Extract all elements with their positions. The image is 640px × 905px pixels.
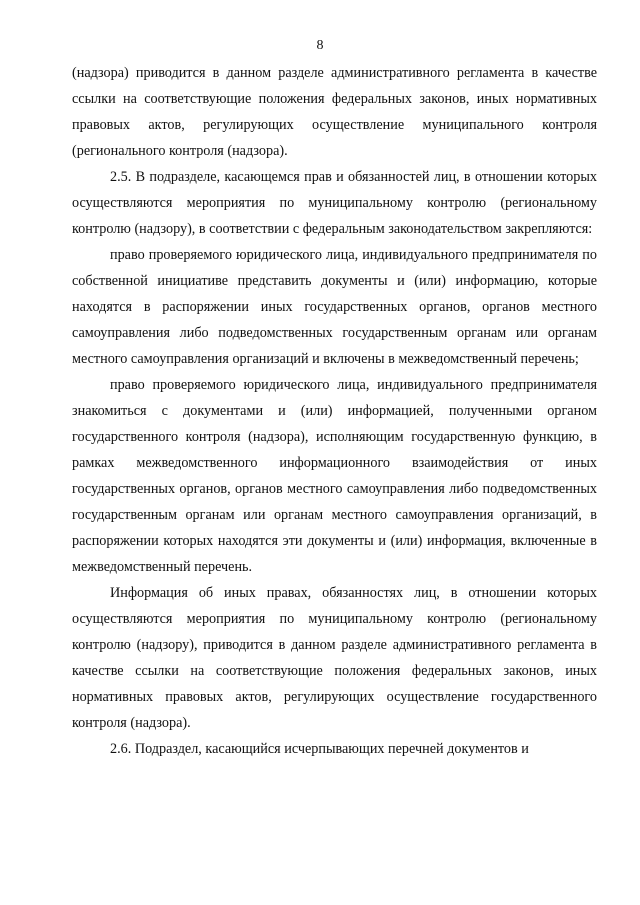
paragraph-other-rights-info: Информация об иных правах, обязанностях лиц, в отношении которых осуществляются мероприятия по муниципальному контролю (региональному контролю (надзору), приводится в данном разделе административного регламента в качестве ссылки на соответствующие положения федеральных законов, иных нормативных правовых актов, регулирующих осуществление государственного контроля (надзора). bbox=[72, 585, 597, 731]
paragraph-right-review-documents: право проверяемого юридического лица, индивидуального предпринимателя знакомиться с документами и (или) информацией, полученными органом государственного контроля (надзора), исполняющим государственную функцию, в рамках межведомственного информационного взаимодействия от иных государственных органов, органов местного самоуправления либо подведомственных государственным органам или органам местного самоуправления организаций, в распоряжении которых находятся эти документы и (или) информация, включенные в межведомственный перечень. bbox=[72, 377, 597, 575]
paragraph-section-2-5: 2.5. В подразделе, касающемся прав и обязанностей лиц, в отношении которых осуществляются мероприятия по муниципальному контролю (региональному контролю (надзору), в соответствии с федеральным законодательством закрепляются: bbox=[72, 169, 597, 237]
page-number: 8 bbox=[316, 38, 324, 53]
document-body bbox=[72, 60, 597, 762]
paragraph-right-submit-documents: право проверяемого юридического лица, индивидуального предпринимателя по собственной инициативе представить документы и (или) информацию, которые находятся в распоряжении иных государственных органов, органов местного самоуправления либо подведомственных государственным органам или органам местного самоуправления организаций и включены в межведомственный перечень; bbox=[72, 247, 597, 367]
paragraph-section-2-6: 2.6. Подраздел, касающийся исчерпывающих перечней документов и bbox=[110, 741, 529, 757]
paragraph-continuation: (надзора) приводится в данном разделе административного регламента в качестве ссылки на соответствующие положения федеральных законов, иных нормативных правовых актов, регулирующих осуществление муниципального контроля (регионального контроля (надзора). bbox=[72, 65, 597, 159]
